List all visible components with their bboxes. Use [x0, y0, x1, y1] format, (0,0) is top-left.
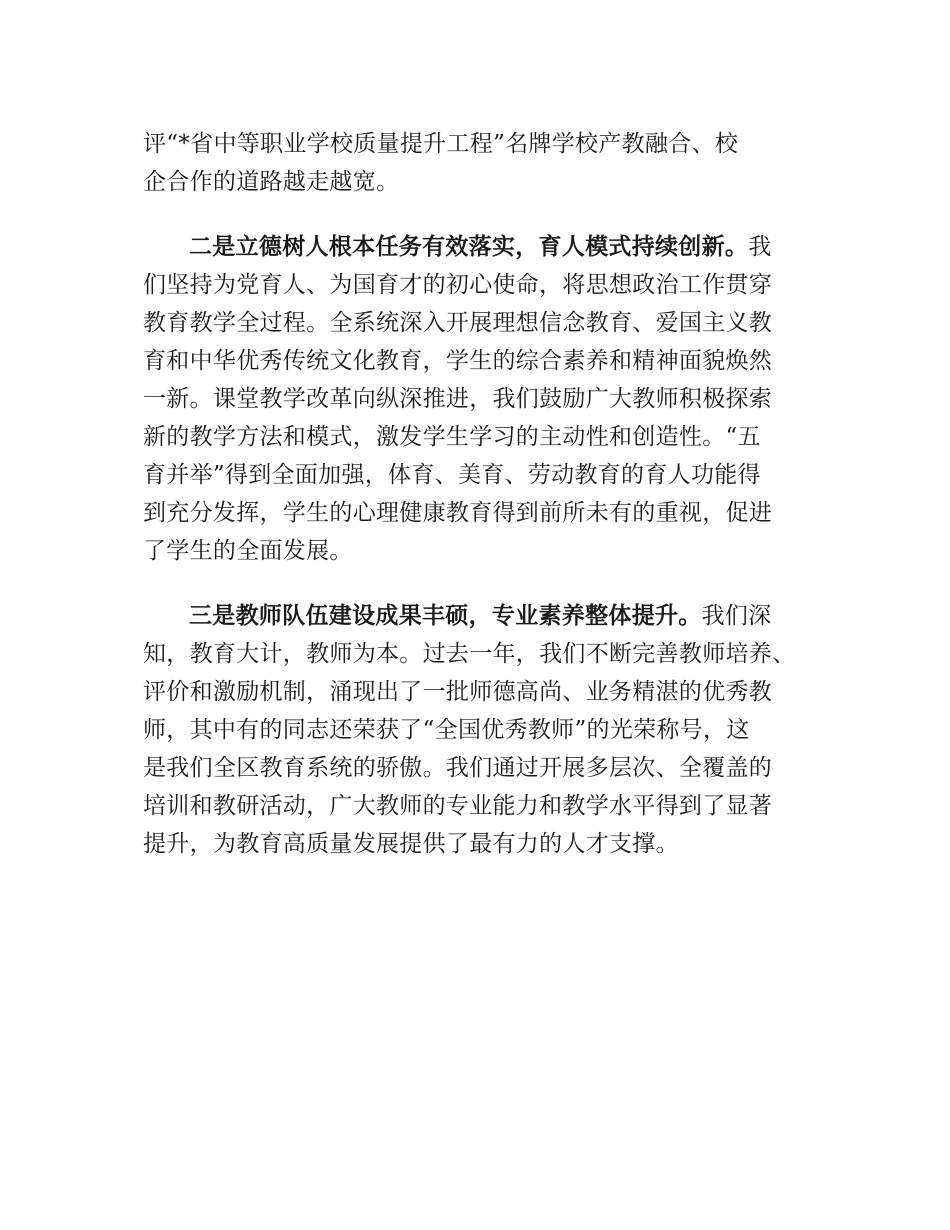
- text-line: 们坚持为党育人、为国育才的初心使命，将思想政治工作贯穿: [143, 272, 773, 298]
- text-line: 育并举”得到全面加强，体育、美育、劳动教育的育人功能得: [143, 462, 761, 488]
- text-run: 我们深: [701, 603, 772, 629]
- text-line: 知，教育大计，教师为本。过去一年，我们不断完善教师培养、: [143, 641, 796, 667]
- paragraph-lead-heading: 二是立德树人根本任务有效落实，育人模式持续创新。: [189, 234, 749, 260]
- text-run: 我: [748, 234, 772, 260]
- text-line-first: [143, 597, 809, 635]
- text-line: 提升，为教育高质量发展提供了最有力的人才支撑。: [143, 831, 679, 857]
- text-line: 育和中华优秀传统文化教育，学生的综合素养和精神面貌焕然: [143, 348, 773, 374]
- text-line-first: [143, 228, 809, 266]
- text-line: 培训和教研活动，广大教师的专业能力和教学水平得到了显著: [143, 793, 773, 819]
- text-line: 评价和激励机制，涌现出了一批师德高尚、业务精湛的优秀教: [143, 679, 773, 705]
- paragraph-lead-heading: 三是教师队伍建设成果丰硕，专业素养整体提升。: [189, 603, 702, 629]
- text-line: 是我们全区教育系统的骄傲。我们通过开展多层次、全覆盖的: [143, 755, 773, 781]
- text-line: 一新。课堂教学改革向纵深推进，我们鼓励广大教师积极探索: [143, 386, 773, 412]
- paragraph-continuation: [143, 125, 809, 201]
- paragraph-teacher-team: [143, 597, 809, 863]
- text-line: 教育教学全过程。全系统深入开展理想信念教育、爱国主义教: [143, 310, 773, 336]
- paragraph-moral-education: [143, 228, 809, 570]
- document-body: [143, 125, 809, 863]
- text-line: 师，其中有的同志还荣获了“全国优秀教师”的光荣称号，这: [143, 717, 750, 743]
- text-line: 了学生的全面发展。: [143, 538, 353, 564]
- text-line: 评“*省中等职业学校质量提升工程”名牌学校产教融合、校: [143, 131, 739, 157]
- text-line: 企合作的道路越走越宽。: [143, 169, 400, 195]
- text-line: 到充分发挥，学生的心理健康教育得到前所未有的重视，促进: [143, 500, 773, 526]
- text-line: 新的教学方法和模式，激发学生学习的主动性和创造性。“五: [143, 424, 761, 450]
